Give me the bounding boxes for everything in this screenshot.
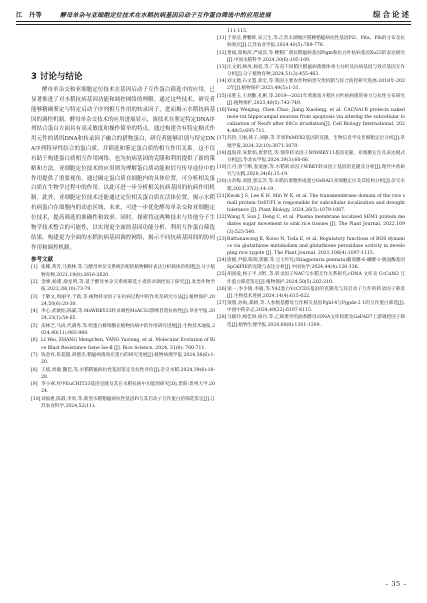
reference-text: 于春洁,曹鹏辉,宋云生,等.江苏太湖地区稻粳稻瘟病抗性基因Pi2、Pita、Pib的分布及抗病效应[J].江苏农业学报,2024,40(5):769-776. — [227, 36, 405, 49]
reference-item — [31, 352, 215, 367]
reference-number: [22] — [217, 215, 227, 221]
reference-text: Wang Y, Sun J, Deng C, et al. Plasma membrane localized SEM1 protein mediates sugar movement to sink rice tissues [J]. The Plant Journal, 2022,109(3):523-540. — [227, 215, 405, 235]
reference-text: 梁一,李少镇,李敏,等.Y42蛋白VcCCD3基因的克隆及与其启动子互作的转录因子筛选[J].生物技术进展,2024,14(4):615-622. — [227, 286, 405, 299]
reference-item — [31, 264, 215, 279]
reference-number: [9] — [31, 382, 38, 388]
reference-number: [25] — [217, 272, 227, 278]
reference-text: 马晓玲,顾佳妍,柏丹,等.乙烯诱导的油茶酵母cDNA文库构建及GaFAD7上游调控因子筛选[J].植物生理学报,2024,60(8):1301-1309. — [227, 315, 405, 328]
reference-number: [24] — [217, 258, 227, 264]
reference-text: 王斌,周敏,魏佳,等.水稻稻瘟病抗性基因鉴定及抗性评价[J].杂交水稻,2024,39(6):18-28. — [41, 367, 215, 380]
reference-item — [217, 257, 405, 271]
references-list-right — [217, 35, 405, 328]
header-section: 综合论述 — [373, 10, 411, 19]
reference-number: [27] — [217, 301, 227, 307]
reference-text: Rattanawong K, Koiso N, Toda E, et al. Regulatory functions of ROS dynamics via glutathione metabolism and glutathione peroxidase activity in developing rice zygote [J]. The Plant Journal, 2021,108(4):1097-1115. — [227, 236, 405, 256]
reference-item — [31, 337, 215, 352]
body-paragraph: 酵母单杂交和亚细胞定位技术在基因启动子互作蛋白筛选中的应用，已显著推进了对水稻抗病基因功能和调控网络的理解。通过这些技术，研究者能够精确鉴定与特定启动子序列相互作用的转录因子，进而揭示水稻抗病基因的调控机制。酵母单杂交技术的应用进展显示，该技术在鉴定特定DNA序列结合蛋白方面具有高灵敏度和操作简单的特点，通过构建含有特定顺式作用元件的诱饵DNA和转录因子融合的猎物蛋白，研究者能够识别与特定DNA序列特异性结合的蛋白质，并筛选和鉴定蛋白质的相互作用关系。这不仅有助于构建蛋白质相互作用网络，也为抗病基因的克隆和利用提供了新的策略和方法。亚细胞定位技术的应用则为理解蛋白质功能和信号传导途径中的作用提供了重要视角。通过确定蛋白质在细胞内的具体位置，可分析相关蛋白质在生物学过程中的作用。以此可进一步分析相关抗病基因的抗病作用机制。此外，亚细胞定位技术还能通过定位相关蛋白质在活体位置，揭示水稻抗病蛋白在细胞内的动态区域，未来，可进一步优化酵母单杂交和亚细胞定位技术，提高筛选的准确性和效率。同时，探索将这两种技术与其他分子生物学技术整合的可能性，以实现更全面的基因功能分析。利用互作蛋白筛选结果，构建更为全面的水稻抗病基因调控网络，揭示不同抗病基因间的协同作用和调控机制。 — [31, 87, 215, 251]
reference-item — [217, 93, 405, 107]
reference-number: [11] — [217, 36, 227, 42]
reference-text: 黄斌,郑梅萍,严成其,等.粳稻广谱抗稻瘟病基因Pigm和抗白叶枯病基因Xa23的表达研究[J].中国水稻科学,2024,30(6):105-109. — [227, 50, 405, 63]
reference-number: [4] — [31, 309, 38, 315]
reference-item — [31, 396, 215, 411]
reference-item — [217, 300, 405, 314]
page-number: – 35 – — [385, 580, 407, 588]
reference-number: [21] — [217, 193, 227, 199]
references-list-left — [31, 264, 215, 410]
reference-number: [17] — [217, 136, 227, 142]
right-column — [217, 28, 405, 329]
reference-number: [28] — [217, 315, 227, 321]
reference-text: 刘文德,石文慧,郑宏,等.我国主要农作物病害灾变机制与综合防控研究进展:2018年-2022年[J].植物保护,2023,49(5):1-31. — [227, 79, 405, 92]
header-authors: 江 丹等 — [16, 12, 42, 19]
reference-text: 李心,武敏仙,陈霖,等.MsWRKY33转录调控MsACS2影响苜蓿抗病性[J].草业学报,2024,33(1):54-65. — [41, 309, 215, 322]
reference-number: [15] — [217, 93, 227, 99]
header-rule — [16, 21, 411, 22]
reference-item — [217, 314, 405, 328]
reference-number: [2] — [31, 279, 38, 285]
reference-item — [31, 381, 215, 396]
reference-text: 江丹,曾宁顺,张爱丽,等.水稻转录因子WRKY转录因子基因的克隆及分析[J].现代中药研究与实践,2020,34(6):15-19. — [227, 165, 405, 178]
reference-text: 汪文娟,顾凤,杨蓓,等.广东省不同稻区稻瘟病菌群体毒力分析及抗病基因与效应基因互作分析[J].分子植物育种,2024,51(3):455-463. — [227, 64, 405, 78]
reference-text: 李小翠.杜甲EuCHIT33基因克隆及其在水稻抗病中功能的研究[D].贵阳:贵州大学,2024. — [41, 382, 215, 395]
reference-number: [7] — [31, 352, 38, 358]
reference-item — [217, 178, 405, 192]
left-column — [31, 28, 215, 410]
reference-number: [13] — [217, 64, 227, 70]
reference-text: 胡国爱,杨子平,刘红,等.转录因子NAC与水稻互作关系研究;cDNA 文库及 CcCaM2 互作蛋白筛选鉴定[J].植物保护,2024,50(5):202-210. — [227, 272, 405, 285]
reference-number: [3] — [31, 294, 38, 300]
reference-text: 刘福惠,陈淑,李勇,等.新型水稻稻瘟病抗性基因Pi与其启动子互作蛋白的筛选鉴定[J].江苏农业科学,2024,52(11): — [41, 396, 215, 409]
reference-item — [217, 35, 405, 49]
reference-item — [217, 64, 405, 78]
reference-number: [14] — [217, 79, 227, 85]
reference-number: [12] — [217, 50, 227, 56]
reference-text: 山章梅,刘澄,郭志芳,等.水稻抗谱胞形成蛋白OsRAI1亚细胞定位及其结构分析[J].杂交水稻,2021,37(2):14-19. — [227, 179, 405, 192]
reference-item — [31, 294, 215, 309]
reference-item — [217, 214, 405, 235]
reference-item — [217, 236, 405, 257]
reference-text: 金嫦,杨瑾,俞星明,等.基于酵母单杂交系统筛选小麦转录调控因子研究[J].麦类作物学报,2022,38(10):73-79. — [41, 279, 215, 293]
reference-item — [31, 279, 215, 294]
reference-number: [19] — [217, 165, 227, 171]
section-heading: 3 讨论与结论 — [31, 72, 83, 82]
reference-text: 张娜,黄芳,马燕林,等.与酵母单杂交系统匹配的植物瞬时表达分析载体的构建[J].分子植物育种,2021,19(8):2616-2620. — [41, 265, 215, 278]
reference-number: [20] — [217, 179, 227, 185]
reference-text: 乐林芝,马尚,代满秀,等.组蛋白修饰酶在植物抗病中的作用研究进展[J].生物技术通报,2024,40(11):983-989. — [41, 323, 215, 337]
reference-number: [26] — [217, 286, 227, 292]
reference-number: [6] — [31, 338, 38, 344]
reference-text: 唐媛,尹稳,陈瑞,郭静,等.豆七叶礼(Stiagpoteria pennata)葡萄糖-6-磷酸-1-脱氢酶基因SpG6PIE的克隆与表达分析[J].中国农学,2024,44(4):126-136. — [227, 258, 405, 271]
header-rule-thin — [16, 24, 411, 25]
reference-number: [18] — [217, 150, 227, 156]
reference-continued: 111-115. — [227, 29, 248, 34]
reference-item — [217, 193, 405, 214]
reference-item — [217, 78, 405, 92]
reference-number: [10] — [31, 396, 41, 402]
reference-item — [217, 286, 405, 300]
reference-text: Kwak J S, Lee K H, Min W K, et al. The transmembrane domain of the rice small protein OsSUFI is responsible for subcellular localization and drought tolerance [J]. Plant Biology, 2024,26(5):1079-1087. — [227, 193, 405, 214]
references-heading: 参考文献 — [31, 257, 54, 264]
reference-text: LI Wei, ZHANG Mengchen, YANG Yaolong, et al. Molecular Evolution of Rice Blast Resistance Gene Ise-Ⅱ [J]. Rice Science, 2024, 31(6): 700-711. — [41, 338, 215, 351]
reference-text: 田胜玉,王炳勤,孔彬,等.2019—2021年黄淮南方稻区白叶枯病菌的毒力与抗性分布研究[J].植物保护,2023,49(5):743-749. — [227, 93, 405, 106]
reference-item — [217, 135, 405, 149]
reference-text: 钱金祥,崔超越,胡德杰.稻瘟病菌效应蛋白的研究进展[J].植物病理学报,2024,36(6):1-20. — [41, 352, 215, 366]
reference-text: 苏热,王刚,韩子,刘静,等.苹果PbMYB2基因的克隆、生物信息学及亚细胞定位分析[J].草地学报,2024,32(10):3071-3079. — [227, 136, 405, 149]
header-title: 酵母单杂与亚细胞定位技术在水稻抗病基因启动子互作蛋白筛选中的应用进展 — [60, 12, 271, 19]
reference-number: [1] — [31, 265, 38, 271]
reference-item — [31, 367, 215, 382]
reference-number: [5] — [31, 323, 38, 329]
reference-text: 于敬文,周丽平,于新,等.植物转录因子在抗病过程中的作用及研究方法[J].植物保护,2024,50(6):20-30. — [41, 294, 215, 307]
reference-number: [23] — [217, 236, 227, 242]
reference-number: [8] — [31, 367, 38, 373]
reference-item — [217, 50, 405, 64]
reference-item — [217, 164, 405, 178]
reference-number: [16] — [217, 107, 227, 113]
reference-text: 温海萍,朱紫娟,唐梦佳,等.烟草转录因子NtWRKY11基因克隆、亚细胞定位及表达模式分析[J].华北农学报,2024,39(3):60-66. — [227, 150, 405, 163]
reference-item — [217, 150, 405, 164]
reference-text: 梁悠,孙海,郑树,等.人参根基酵母互作相关基因Pgb14与Pgpdz-2 1的互作蛋白筛选[J].中国中药杂志,2024,49(22):6107-6115. — [227, 301, 405, 314]
reference-item — [217, 107, 405, 136]
reference-item — [31, 308, 215, 323]
reference-item — [217, 271, 405, 285]
reference-item — [31, 323, 215, 338]
reference-text: Yang Wenjing, Chen Chao, Jiang Xiaoleng, et al. CACNA1B protects naked mole-rat hippocampal neurons from apoptosis via altering the subcellular localization of NeuN after 60Co irradiation[J]. Cell Biology International, 2024,48(5):695-711. — [227, 107, 405, 135]
